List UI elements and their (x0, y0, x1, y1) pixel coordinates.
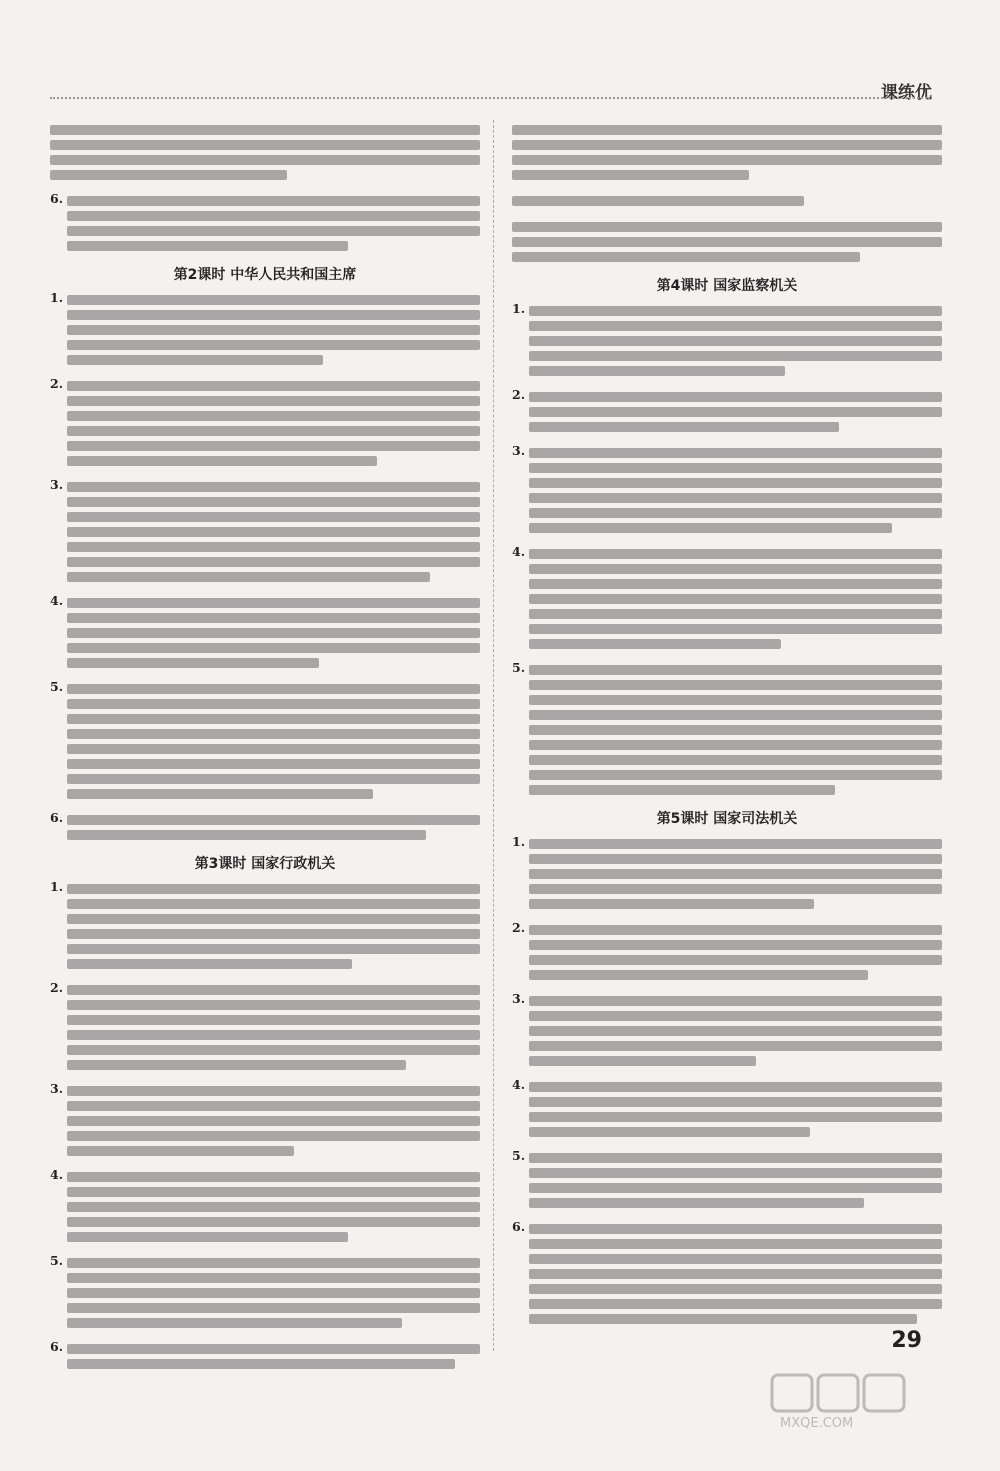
text-line-placeholder (529, 306, 942, 316)
item-text-block (67, 593, 480, 673)
item-number: 2. (512, 387, 526, 402)
item-number: 2. (50, 980, 64, 995)
text-line-placeholder (529, 448, 942, 458)
text-line-placeholder (67, 1146, 294, 1156)
text-line-placeholder (67, 774, 480, 784)
text-line-placeholder (67, 929, 480, 939)
text-line-placeholder (529, 940, 942, 950)
text-line-placeholder (529, 1314, 917, 1324)
item-text-block (512, 120, 942, 185)
text-line-placeholder (529, 1198, 863, 1208)
item-text-block (529, 834, 942, 914)
item-number: 2. (512, 920, 526, 935)
item-text-block (67, 980, 480, 1075)
text-line-placeholder (67, 1000, 480, 1010)
text-line-placeholder (67, 1258, 480, 1268)
text-line-placeholder (529, 1269, 942, 1279)
item-text-block (529, 301, 942, 381)
text-line-placeholder (529, 493, 942, 503)
answer-item (50, 1253, 480, 1333)
item-text-block (529, 443, 942, 538)
text-line-placeholder (67, 1318, 401, 1328)
text-line-placeholder (67, 497, 480, 507)
answer-item (50, 1167, 480, 1247)
text-line-placeholder (67, 643, 480, 653)
item-number: 4. (50, 1167, 64, 1182)
text-line-placeholder (529, 1284, 942, 1294)
text-line-placeholder (529, 523, 892, 533)
text-line-placeholder (529, 1112, 942, 1122)
text-line-placeholder (67, 310, 480, 320)
answer-item (50, 477, 480, 587)
item-text-block (529, 920, 942, 985)
section-heading: 第5课时 国家司法机关 (656, 811, 798, 827)
text-line-placeholder (67, 381, 480, 391)
text-line-placeholder (67, 985, 480, 995)
item-text-block (67, 1167, 480, 1247)
answer-item (50, 290, 480, 370)
left-column (50, 120, 480, 1381)
answer-item (512, 1077, 942, 1142)
text-line-placeholder (67, 598, 480, 608)
text-line-placeholder (67, 241, 348, 251)
answer-item (50, 1081, 480, 1161)
text-line-placeholder (529, 839, 942, 849)
item-text-block (67, 191, 480, 256)
text-line-placeholder (529, 478, 942, 488)
answer-item (50, 376, 480, 471)
text-line-placeholder (67, 658, 319, 668)
answer-item (50, 120, 480, 185)
text-line-placeholder (50, 155, 480, 165)
text-line-placeholder (529, 508, 942, 518)
text-line-placeholder (529, 639, 781, 649)
text-line-placeholder (67, 944, 480, 954)
item-text-block (67, 376, 480, 471)
text-line-placeholder (512, 222, 942, 232)
item-text-block (50, 120, 480, 185)
text-line-placeholder (529, 392, 942, 402)
text-line-placeholder (67, 699, 480, 709)
text-line-placeholder (529, 1183, 942, 1193)
text-line-placeholder (67, 456, 377, 466)
item-number: 1. (512, 834, 526, 849)
text-line-placeholder (529, 955, 942, 965)
text-line-placeholder (67, 1288, 480, 1298)
text-line-placeholder (529, 1041, 942, 1051)
text-line-placeholder (529, 770, 942, 780)
answer-item (512, 1148, 942, 1213)
text-line-placeholder (67, 1116, 480, 1126)
item-number: 1. (512, 301, 526, 316)
text-line-placeholder (67, 441, 480, 451)
text-line-placeholder (529, 579, 942, 589)
answer-item (512, 387, 942, 437)
answer-item (512, 443, 942, 538)
answer-item (50, 679, 480, 804)
text-line-placeholder (529, 366, 785, 376)
column-divider (493, 120, 494, 1351)
text-line-placeholder (67, 884, 480, 894)
item-number: 4. (512, 544, 526, 559)
answer-item (512, 1219, 942, 1329)
text-line-placeholder (529, 996, 942, 1006)
text-line-placeholder (67, 355, 323, 365)
text-line-placeholder (512, 155, 942, 165)
text-line-placeholder (529, 407, 942, 417)
text-line-placeholder (67, 613, 480, 623)
section-heading: 第3课时 国家行政机关 (194, 856, 336, 872)
answer-item (50, 980, 480, 1075)
text-line-placeholder (529, 725, 942, 735)
text-line-placeholder (67, 1101, 480, 1111)
text-line-placeholder (67, 1303, 480, 1313)
header-rule (50, 97, 930, 99)
answer-item (512, 660, 942, 800)
answer-item (512, 834, 942, 914)
text-line-placeholder (529, 785, 835, 795)
text-line-placeholder (512, 252, 860, 262)
text-line-placeholder (67, 211, 480, 221)
item-number: 6. (50, 191, 64, 206)
item-text-block (529, 660, 942, 800)
text-line-placeholder (67, 196, 480, 206)
text-line-placeholder (529, 549, 942, 559)
text-line-placeholder (529, 854, 942, 864)
text-line-placeholder (67, 959, 352, 969)
text-line-placeholder (67, 325, 480, 335)
text-line-placeholder (67, 1045, 480, 1055)
text-line-placeholder (67, 744, 480, 754)
item-number: 4. (50, 593, 64, 608)
text-line-placeholder (529, 755, 942, 765)
text-line-placeholder (512, 196, 804, 206)
text-line-placeholder (529, 1011, 942, 1021)
answer-item (512, 544, 942, 654)
answer-item (50, 593, 480, 673)
text-line-placeholder (67, 729, 480, 739)
item-number: 3. (512, 443, 526, 458)
text-line-placeholder (529, 869, 942, 879)
text-line-placeholder (529, 1153, 942, 1163)
text-line-placeholder (67, 830, 426, 840)
item-text-block (67, 879, 480, 974)
item-text-block (67, 477, 480, 587)
text-line-placeholder (512, 140, 942, 150)
text-line-placeholder (529, 970, 868, 980)
text-line-placeholder (529, 884, 942, 894)
text-line-placeholder (50, 125, 480, 135)
text-line-placeholder (529, 1056, 756, 1066)
text-line-placeholder (67, 1187, 480, 1197)
item-text-block (529, 991, 942, 1071)
item-text-block (67, 679, 480, 804)
text-line-placeholder (67, 684, 480, 694)
text-line-placeholder (67, 295, 480, 305)
text-line-placeholder (67, 1359, 455, 1369)
text-line-placeholder (529, 899, 814, 909)
text-line-placeholder (529, 624, 942, 634)
text-line-placeholder (67, 1273, 480, 1283)
text-line-placeholder (529, 1026, 942, 1036)
right-column (512, 120, 942, 1381)
answer-item (50, 879, 480, 974)
text-line-placeholder (529, 1097, 942, 1107)
item-text-block (67, 1339, 480, 1374)
answer-item (512, 191, 942, 211)
text-line-placeholder (529, 1168, 942, 1178)
text-line-placeholder (529, 609, 942, 619)
item-number: 6. (512, 1219, 526, 1234)
text-line-placeholder (512, 170, 749, 180)
answer-item (512, 991, 942, 1071)
answer-item (512, 120, 942, 185)
text-line-placeholder (67, 1202, 480, 1212)
text-line-placeholder (529, 594, 942, 604)
text-line-placeholder (67, 914, 480, 924)
item-text-block (529, 1148, 942, 1213)
item-number: 1. (50, 290, 64, 305)
section-heading: 第2课时 中华人民共和国主席 (173, 267, 357, 283)
text-line-placeholder (529, 1127, 810, 1137)
item-text-block (512, 191, 942, 211)
page-number: 29 (891, 1328, 922, 1353)
text-line-placeholder (67, 482, 480, 492)
answer-item (50, 191, 480, 256)
item-number: 4. (512, 1077, 526, 1092)
item-number: 5. (50, 679, 64, 694)
text-line-placeholder (529, 422, 839, 432)
brand-label: 课练优 (881, 83, 932, 103)
text-line-placeholder (67, 1015, 480, 1025)
text-line-placeholder (529, 321, 942, 331)
text-line-placeholder (529, 1299, 942, 1309)
text-line-placeholder (529, 710, 942, 720)
text-line-placeholder (67, 542, 480, 552)
item-text-block (529, 1219, 942, 1329)
item-text-block (67, 290, 480, 370)
text-line-placeholder (67, 411, 480, 421)
text-line-placeholder (67, 557, 480, 567)
text-line-placeholder (67, 1030, 480, 1040)
text-line-placeholder (529, 925, 942, 935)
text-line-placeholder (529, 695, 942, 705)
text-line-placeholder (529, 665, 942, 675)
text-line-placeholder (529, 336, 942, 346)
text-line-placeholder (512, 237, 942, 247)
answer-item (50, 1339, 480, 1374)
item-text-block (512, 217, 942, 267)
text-line-placeholder (67, 1060, 406, 1070)
item-number: 3. (50, 1081, 64, 1096)
watermark-graphic (770, 1371, 960, 1431)
item-text-block (529, 387, 942, 437)
text-line-placeholder (67, 899, 480, 909)
item-number: 2. (50, 376, 64, 391)
text-line-placeholder (50, 140, 480, 150)
text-line-placeholder (529, 564, 942, 574)
item-number: 5. (50, 1253, 64, 1268)
text-line-placeholder (67, 340, 480, 350)
text-line-placeholder (67, 628, 480, 638)
text-line-placeholder (67, 1232, 348, 1242)
text-line-placeholder (67, 527, 480, 537)
text-line-placeholder (529, 1239, 942, 1249)
text-line-placeholder (529, 351, 942, 361)
text-line-placeholder (529, 1254, 942, 1264)
item-number: 5. (512, 660, 526, 675)
answer-item (50, 810, 480, 845)
text-line-placeholder (67, 1217, 480, 1227)
text-line-placeholder (67, 1131, 480, 1141)
text-line-placeholder (50, 170, 287, 180)
text-line-placeholder (67, 1344, 480, 1354)
item-text-block (529, 544, 942, 654)
item-text-block (67, 1081, 480, 1161)
item-text-block (67, 810, 480, 845)
text-line-placeholder (67, 789, 373, 799)
item-number: 3. (512, 991, 526, 1006)
item-number: 6. (50, 1339, 64, 1354)
text-line-placeholder (67, 1086, 480, 1096)
text-line-placeholder (67, 226, 480, 236)
text-line-placeholder (67, 759, 480, 769)
item-number: 6. (50, 810, 64, 825)
text-line-placeholder (529, 1224, 942, 1234)
answer-item (512, 217, 942, 267)
item-text-block (529, 1077, 942, 1142)
item-number: 5. (512, 1148, 526, 1163)
watermark-logo (770, 1371, 960, 1431)
text-line-placeholder (67, 426, 480, 436)
text-line-placeholder (67, 396, 480, 406)
section-heading: 第4课时 国家监察机关 (656, 278, 798, 294)
text-line-placeholder (529, 740, 942, 750)
text-line-placeholder (67, 512, 480, 522)
text-line-placeholder (67, 572, 430, 582)
text-line-placeholder (529, 1082, 942, 1092)
item-text-block (67, 1253, 480, 1333)
text-line-placeholder (67, 714, 480, 724)
text-line-placeholder (512, 125, 942, 135)
answer-item (512, 301, 942, 381)
item-number: 1. (50, 879, 64, 894)
answer-item (512, 920, 942, 985)
text-line-placeholder (67, 815, 480, 825)
text-line-placeholder (529, 680, 942, 690)
text-line-placeholder (67, 1172, 480, 1182)
text-line-placeholder (529, 463, 942, 473)
watermark-text: MXQE.COM (780, 1416, 854, 1431)
item-number: 3. (50, 477, 64, 492)
